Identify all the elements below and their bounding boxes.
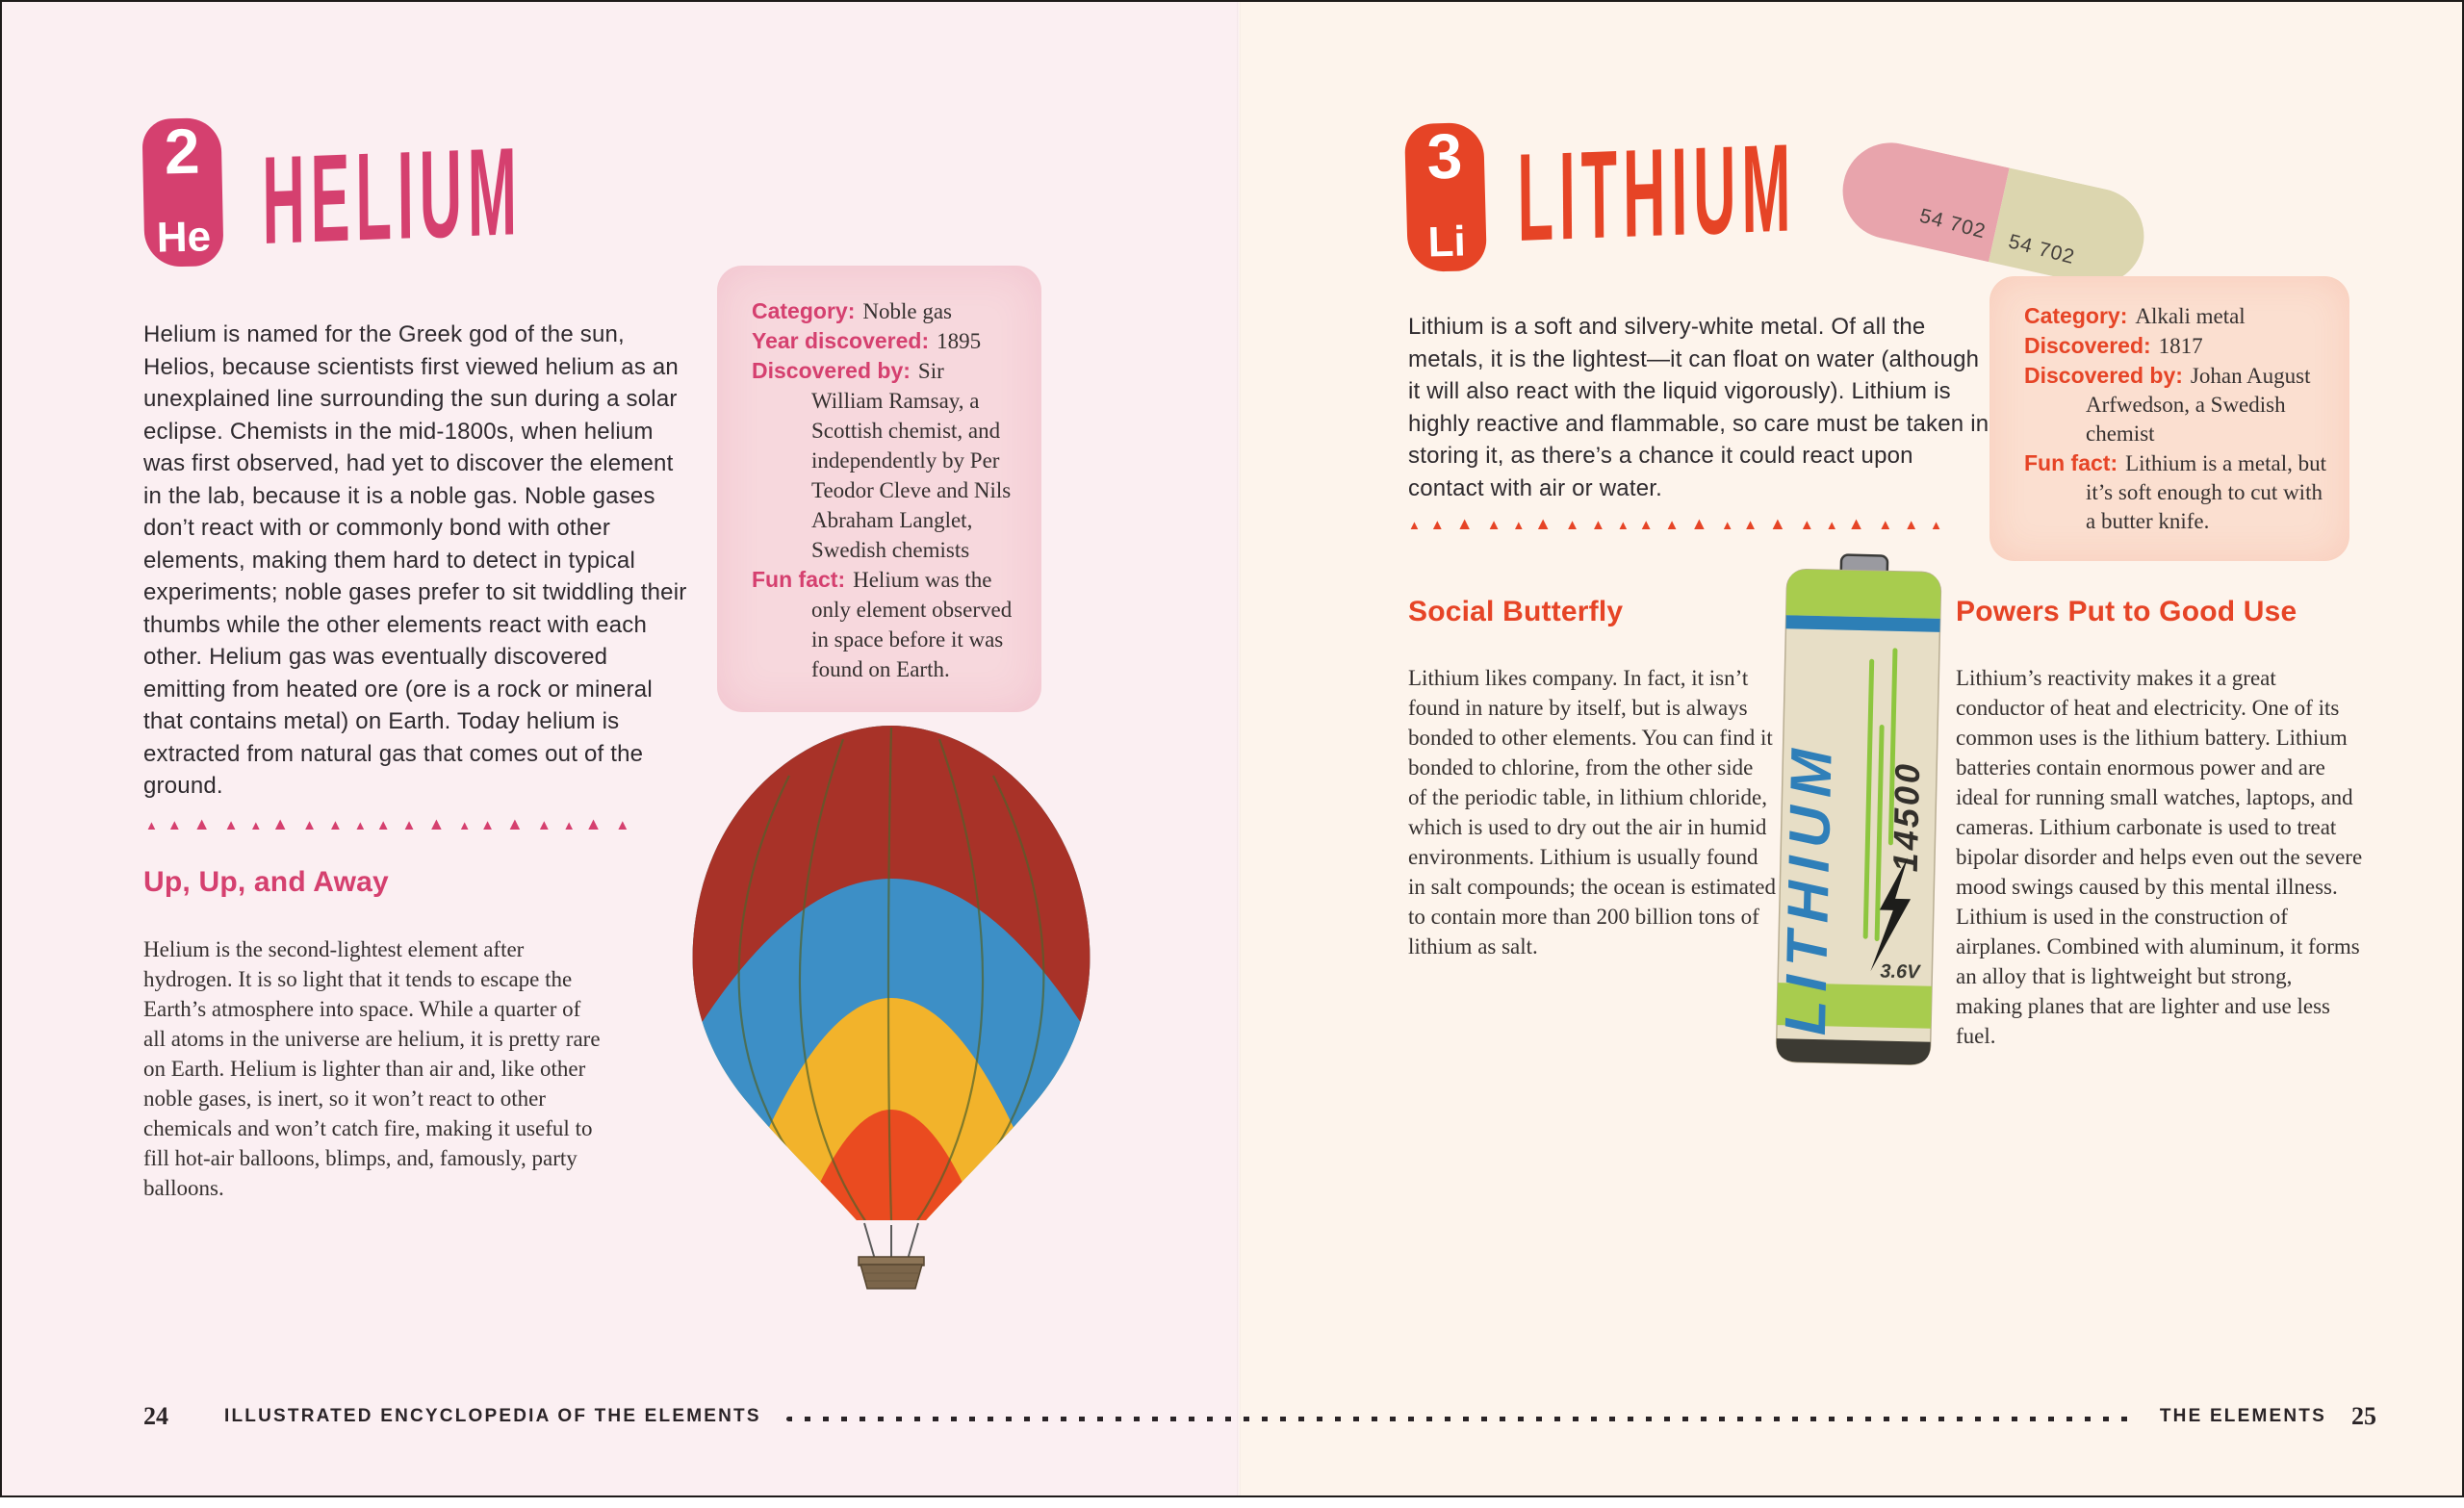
triangle-glyph: ▲ (1565, 517, 1579, 533)
triangle-glyph: ▲ (1930, 518, 1942, 532)
triangle-glyph: ▲ (375, 817, 391, 833)
triangle-glyph: ▲ (223, 817, 239, 833)
triangle-glyph: ▲ (192, 814, 211, 833)
info-label: Discovered by: (2024, 363, 2183, 388)
info-entry-category (2024, 301, 2336, 331)
triangle-glyph: ▲ (401, 817, 417, 833)
triangle-glyph: ▲ (1534, 514, 1553, 533)
element-badge-lithium (1404, 119, 1487, 272)
section-body-up-up-and-away: Helium is the second-lightest element after hydrogen. It is so light that it tends to escape the Earth’s atmosphere into space. While a quarter of all atoms in the universe are helium, it is pretty rare on Earth. Helium is lighter than air and, like other noble gases, is inert, so it won’t react to other chemicals and won’t catch fire, making it useful to fill hot-air balloons, blimps, and, famously, party balloons. (143, 937, 601, 1200)
page-helium (2, 2, 1239, 1495)
triangle-glyph: ▲ (1664, 517, 1680, 533)
info-label: Year discovered: (752, 328, 930, 353)
info-entry-discovered-by (2024, 361, 2336, 448)
section-heading-powers-put-to-good-use: Powers Put to Good Use (1956, 596, 2297, 627)
triangle-divider (145, 814, 670, 834)
footer-label-left: ILLUSTRATED ENCYCLOPEDIA OF THE ELEMENTS (224, 1406, 761, 1426)
triangle-glyph: ▲ (1616, 518, 1630, 532)
triangle-glyph: ▲ (1847, 514, 1865, 533)
footer-dotted-leader (786, 1417, 2135, 1421)
triangle-glyph: ▲ (167, 817, 182, 833)
pill-imprint: 54 702 (2006, 230, 2078, 269)
triangle-glyph: ▲ (506, 814, 524, 833)
battery-top-cap (1786, 569, 1941, 619)
info-value: Alkali metal (2135, 304, 2246, 328)
triangle-glyph: ▲ (353, 818, 367, 832)
page-gutter (1237, 2, 1241, 1495)
info-entry-category (752, 296, 1020, 326)
info-label: Discovered: (2024, 333, 2151, 358)
info-label: Category: (2024, 303, 2128, 328)
triangle-glyph: ▲ (480, 817, 495, 833)
battery-model-number: 14500 (1885, 760, 1928, 873)
triangle-glyph: ▲ (302, 817, 317, 833)
triangle-glyph: ▲ (327, 817, 343, 833)
triangle-glyph: ▲ (1638, 517, 1654, 533)
triangle-glyph: ▲ (1825, 518, 1838, 532)
triangle-glyph: ▲ (1769, 514, 1786, 533)
triangle-glyph: ▲ (1590, 517, 1605, 533)
triangle-glyph: ▲ (1455, 514, 1474, 533)
triangle-glyph: ▲ (458, 818, 472, 832)
triangle-glyph: ▲ (1486, 517, 1502, 533)
balloon-basket (860, 1265, 922, 1289)
info-entry-fun-fact (752, 565, 1020, 684)
pill-imprint: 54 702 (1917, 204, 1989, 243)
section-heading-social-butterfly: Social Butterfly (1408, 596, 1624, 627)
info-value: Helium was the only element observed in space before it was found on Earth. (811, 568, 1013, 681)
footer (143, 1402, 2376, 1431)
info-label: Discovered by: (752, 358, 911, 383)
page-title-lithium: LITHIUM (1516, 119, 1797, 268)
triangle-divider (1408, 514, 2001, 534)
element-badge-helium (141, 117, 223, 268)
triangle-glyph: ▲ (1878, 517, 1893, 533)
lithium-battery-illustration (1770, 551, 1947, 1083)
lithium-intro-paragraph: Lithium is a soft and silvery-white metal. Of all the metals, it is the lightest—it can float on water (although it will also react with the liquid vigorously). Lithium is highly reactive and flammable, so care must be taken in storing it, as there’s a chance it could react upon contact with air or water. (1408, 314, 1989, 501)
page-title-helium: HELIUM (261, 122, 524, 271)
triangle-glyph: ▲ (1743, 517, 1758, 533)
helium-info-box (717, 266, 1041, 712)
triangle-glyph: ▲ (427, 814, 446, 833)
footer-label-right: THE ELEMENTS (2159, 1406, 2326, 1426)
triangle-glyph: ▲ (536, 817, 552, 833)
triangle-glyph: ▲ (145, 818, 158, 832)
element-symbol: He (156, 213, 212, 262)
triangle-glyph: ▲ (1721, 518, 1734, 532)
info-value: Noble gas (862, 299, 952, 323)
atomic-number: 2 (163, 115, 201, 188)
section-body-powers-put-to-good-use: Lithium’s reactivity makes it a great conductor of heat and electricity. One of its common uses is the lithium battery. Lithium batteries contain enormous power and are ideal for running small watches, laptops, and cameras. Lithium carbonate is used to treat bipolar disorder and helps even out the severe mood swings caused by this mental illness. Lithium is used in the construction of airplanes. Combined with aluminum, it forms an alloy that is lightweight but strong, making planes that are lighter and use less fuel. (1956, 666, 2363, 1048)
info-entry-discovered (2024, 331, 2336, 361)
element-symbol: Li (1427, 217, 1467, 267)
page-number-left: 24 (143, 1402, 168, 1430)
triangle-glyph: ▲ (271, 814, 290, 833)
triangle-glyph: ▲ (1429, 517, 1445, 533)
triangle-glyph: ▲ (562, 818, 576, 832)
atomic-number: 3 (1425, 119, 1464, 192)
info-value: Johan August Arfwedson, a Swedish chemist (2086, 364, 2311, 446)
triangle-glyph: ▲ (1512, 518, 1526, 532)
info-label: Fun fact: (2024, 450, 2118, 475)
section-heading-up-up-and-away: Up, Up, and Away (143, 866, 389, 898)
battery-brand-label: LITHIUM (1772, 739, 1844, 1036)
info-label: Fun fact: (752, 567, 846, 592)
info-label: Category: (752, 298, 856, 323)
triangle-glyph: ▲ (615, 817, 630, 833)
info-value: 1817 (2158, 334, 2203, 358)
triangle-glyph: ▲ (584, 814, 603, 833)
info-entry-year-discovered (752, 326, 1020, 356)
info-value: Sir William Ramsay, a Scottish chemist, and independently by Per Teodor Cleve and Nils Abraham Langlet, Swedish chemists (811, 359, 1012, 562)
triangle-glyph: ▲ (1690, 514, 1708, 533)
battery-bottom-rim (1776, 1038, 1931, 1065)
section-body-social-butterfly: Lithium likes company. In fact, it isn’t found in nature by itself, but is always bonded to other elements. You can find it bonded to chlorine, from the other side of the periodic table, in lithium chloride, which is used to dry out the air in humid environments. Lithium is usually found in salt compounds; the ocean is estimated to contain more than 200 billion tons of lithium as salt. (1408, 666, 1776, 958)
battery-voltage-label: 3.6V (1880, 960, 1920, 984)
hot-air-balloon-illustration (674, 701, 1109, 1290)
lithium-info-box (1989, 276, 2349, 561)
page-number-right: 25 (2351, 1402, 2376, 1430)
triangle-glyph: ▲ (249, 818, 263, 832)
triangle-glyph: ▲ (1904, 517, 1919, 533)
helium-intro-paragraph: Helium is named for the Greek god of the sun, Helios, because scientists first viewed helium as an unexplained line surrounding the sun during a solar eclipse. Chemists in the mid-1800s, when helium was first observed, had yet to discover the element in the lab, because it is a noble gas. Noble gases don’t react with or commonly bond with other elements, making them hard to detect in typical experiments; noble gases prefer to sit twiddling their thumbs while the other elements react with each other. Helium gas was eventually discovered emitting from heated ore (ore is a rock or mineral that contains metal) on Earth. Today helium is extracted from natural gas that comes out of the ground. (143, 321, 687, 799)
info-value: Lithium is a metal, but it’s soft enough to cut with a butter knife. (2086, 451, 2326, 533)
info-entry-discovered-by (752, 356, 1020, 565)
triangle-glyph: ▲ (1408, 518, 1421, 532)
triangle-glyph: ▲ (1799, 517, 1814, 533)
info-value: 1895 (937, 329, 982, 353)
info-entry-fun-fact (2024, 448, 2336, 536)
